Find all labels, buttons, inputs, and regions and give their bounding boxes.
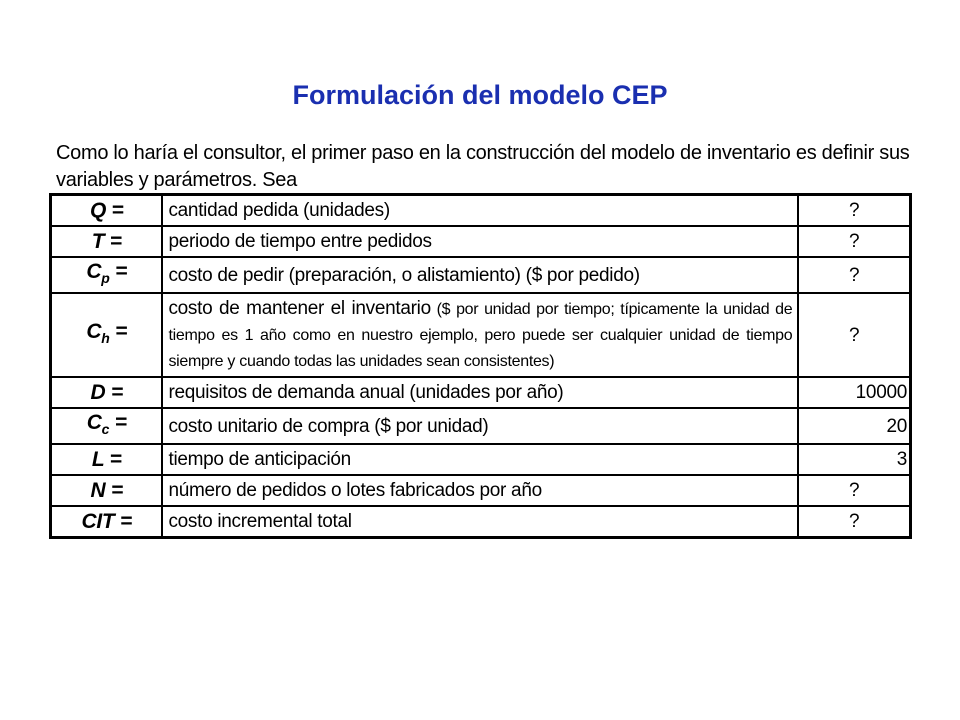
symbol-text: CIT [81,510,115,533]
symbol-subscript: c [101,421,110,437]
symbol-equals: = [106,199,124,222]
symbol-cell [51,226,163,257]
table-row [51,444,911,475]
description-cell: costo incremental total [162,506,798,538]
description-cell: cantidad pedida (unidades) [162,195,798,227]
symbol-equals: = [105,381,123,404]
symbol-text: C [86,260,102,283]
description-cell: número de pedidos o lotes fabricados por año [162,475,798,506]
value-cell: ? [798,257,910,293]
symbol-cell [51,195,163,227]
symbol-cell [51,444,163,475]
symbol-subscript: p [101,270,110,286]
description-cell [162,293,798,377]
symbol-subscript: h [101,330,110,346]
description-cell: periodo de tiempo entre pedidos [162,226,798,257]
symbol-equals: = [104,448,122,471]
symbol-text: C [86,411,102,434]
intro-paragraph: Como lo haría el consultor, el primer paso en la construcción del modelo de inventario es definir sus variables y parámetros. Sea [56,142,910,191]
symbol-text: Q [89,199,106,222]
description-cell: requisitos de demanda anual (unidades por año) [162,377,798,408]
symbol-cell [51,257,163,293]
symbol-equals: = [109,260,128,283]
symbol-text: N [90,479,106,502]
symbol-cell [51,506,163,538]
symbol-cell [51,377,163,408]
description-cell: costo unitario de compra ($ por unidad) [162,408,798,444]
symbol-equals: = [109,320,128,343]
symbol-text: C [86,320,102,343]
description-cell: costo de pedir (preparación, o alistamiento) ($ por pedido) [162,257,798,293]
page-title: Formulación del modelo CEP [292,80,668,110]
symbol-equals: = [105,479,123,502]
table-row [51,506,911,538]
description-cell: tiempo de anticipación [162,444,798,475]
value-cell: ? [798,475,910,506]
variables-table [49,193,912,539]
value-cell: ? [798,195,910,227]
table-row [51,408,911,444]
description-detail: ($ por unidad por tiempo; típicamente la unidad de tiempo es 1 año como en nuestro ejemplo, pero puede ser cualquier unidad de tiempo siempre y cuando todas las unidades sean consistentes) [168,301,793,370]
table-row [51,257,911,293]
symbol-text: T [91,230,105,253]
table-row [51,377,911,408]
symbol-cell [51,408,163,444]
value-cell: 3 [798,444,910,475]
table-row [51,475,911,506]
symbol-equals: = [109,411,127,434]
table-row [51,226,911,257]
table-row [51,195,911,227]
symbol-equals: = [104,230,122,253]
symbol-text: L [91,448,105,471]
symbol-text: D [90,381,106,404]
table-row [51,293,911,377]
description-main: costo de mantener el inventario [168,298,431,319]
value-cell: 10000 [798,377,910,408]
symbol-cell [51,293,163,377]
value-cell: ? [798,226,910,257]
value-cell: 20 [798,408,910,444]
symbol-equals: = [114,510,132,533]
value-cell: ? [798,506,910,538]
symbol-cell [51,475,163,506]
value-cell: ? [798,293,910,377]
